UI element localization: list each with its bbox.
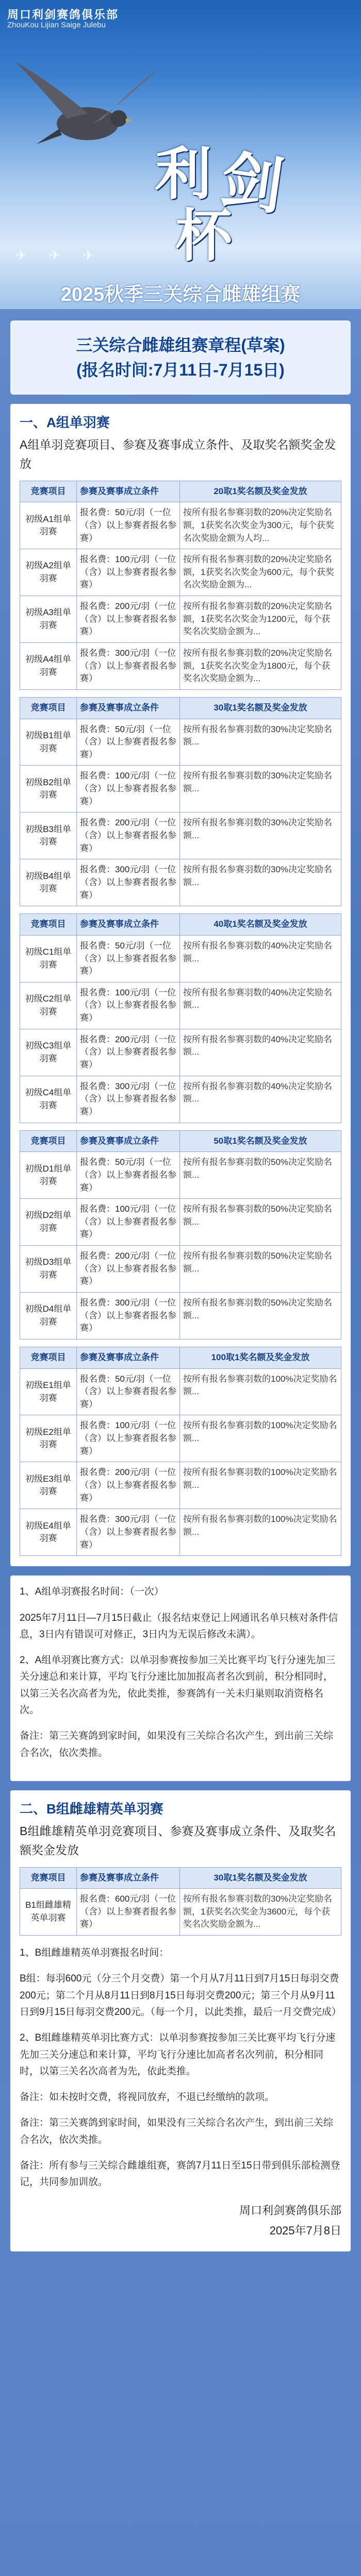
calligraphy-char-1: 利 xyxy=(155,141,211,207)
signature-date: 2025年7月8日 xyxy=(269,2224,341,2238)
signature xyxy=(20,2200,341,2241)
section-a-heading: 一、A组单羽赛 xyxy=(20,415,110,430)
table-cell-name: 初级A1组单羽赛 xyxy=(20,502,77,549)
table-cell-award: 按所有报名参赛羽数的100%决定奖励名额... xyxy=(183,1420,337,1444)
table-header-cell: 竞赛项目 xyxy=(20,698,77,719)
table-cell-name: 初级D3组单羽赛 xyxy=(20,1246,77,1292)
table-header-cell: 参赛及赛事成立条件 xyxy=(77,698,180,719)
table-header-row xyxy=(20,1131,341,1153)
section-a-card xyxy=(10,404,351,1566)
table-header-cell: 参赛及赛事成立条件 xyxy=(77,1347,180,1368)
calligraphy-char-3: 杯 xyxy=(175,202,232,269)
table-row xyxy=(20,1509,341,1555)
rules-table xyxy=(20,1347,341,1556)
table-cell-award: 按所有报名参赛羽数的50%决定奖励名额... xyxy=(183,1251,333,1274)
table-cell-name: 初级B3组单羽赛 xyxy=(20,812,77,859)
rules-table xyxy=(20,1130,341,1340)
section-b-heading: 二、B组雌雄精英单羽赛 xyxy=(20,1801,163,1817)
section-a-notes xyxy=(20,1584,341,1761)
table-cell-award: 按所有报名参赛羽数的30%决定奖励名额... xyxy=(183,724,333,747)
table-row xyxy=(20,549,341,596)
table-header-row xyxy=(20,914,341,936)
main-title-line1: 三关综合雌雄组赛章程(草案) xyxy=(76,336,285,354)
section-a-desc: A组单羽竞赛项目、参赛及赛事成立条件、及取奖名额奖金发放 xyxy=(20,438,336,470)
table-cell-cond: 报名费：50元/羽（一位（含）以上参赛者报名参赛） xyxy=(77,502,180,549)
table-cell-award: 按所有报名参赛羽数的30%决定奖励名额... xyxy=(183,771,333,794)
table-cell-cond: 报名费：300元/羽（一位（含）以上参赛者报名参赛） xyxy=(77,643,180,689)
main-title-line2: (报名时间:7月11日-7月15日) xyxy=(76,361,285,379)
table-cell-cond: 报名费：100元/羽（一位（含）以上参赛者报名参赛） xyxy=(77,549,180,596)
event-title: 2025秋季三关综合雌雄组赛 xyxy=(60,284,301,306)
section-b-desc: B组雌雄精英单羽竞赛项目、参赛及赛事成立条件、及取奖名额奖金发放 xyxy=(20,1824,336,1857)
table-cell-award: 按所有报名参赛羽数的50%决定奖励名额... xyxy=(183,1204,333,1227)
table-header-row xyxy=(20,698,341,719)
table-cell-cond: 报名费：100元/羽（一位（含）以上参赛者报名参赛） xyxy=(77,1199,180,1245)
table-cell-award: 按所有报名参赛羽数的20%决定奖励名额，1获奖名次奖金为1200元，每个获奖名次奖励金额为... xyxy=(183,601,333,637)
table-cell-cond: 报名费：50元/羽（一位（含）以上参赛者报名参赛） xyxy=(77,1152,180,1198)
table-cell-cond: 报名费：300元/羽（一位（含）以上参赛者报名参赛） xyxy=(77,1293,180,1339)
table-cell-name: 初级A3组单羽赛 xyxy=(20,596,77,642)
table-header-cell: 30取1奖名额及奖金发放 xyxy=(180,698,341,719)
table-cell-name: 初级E4组单羽赛 xyxy=(20,1509,77,1555)
table-cell-award: 按所有报名参赛羽数的30%决定奖励名额... xyxy=(183,865,333,887)
table-cell-name: 初级C4组单羽赛 xyxy=(20,1076,77,1123)
rules-table xyxy=(20,913,341,1123)
table-row xyxy=(20,1199,341,1246)
table-header-cell: 竞赛项目 xyxy=(20,914,77,935)
table-cell-name: 初级B1组单羽赛 xyxy=(20,719,77,766)
note-paragraph: B组：每羽600元（分三个月交费）第一个月从7月11日到7月15日每羽交费200元；第二个月从8月11日到8月15日每羽交费200元；第三个月从9月11日到9月15日每羽交费200元。（每一个月，以此类推，最后一月交费完成） xyxy=(20,1973,341,2018)
table-cell-name: 初级C1组单羽赛 xyxy=(20,936,77,982)
note-paragraph: 备注：如未按时交费，将视同放弃，不退已经缴纳的款项。 xyxy=(20,2092,275,2103)
calligraphy-char-2: 剑 xyxy=(216,143,288,224)
table-cell-name: B1组雌雄精英单羽赛 xyxy=(20,1889,77,1935)
table-cell-name: 初级E1组单羽赛 xyxy=(20,1369,77,1415)
table-cell-award: 按所有报名参赛羽数的100%决定奖励名额... xyxy=(183,1374,337,1397)
main-title xyxy=(10,320,351,395)
section-b-table xyxy=(20,1867,341,1936)
table-header-cell: 竞赛项目 xyxy=(20,1347,77,1368)
table-row xyxy=(20,643,341,689)
table-header-cell: 40取1奖名额及奖金发放 xyxy=(180,914,341,935)
table-row xyxy=(20,766,341,812)
table-header-cell: 20取1奖名额及奖金发放 xyxy=(180,481,341,502)
flying-birds-icon: ✈ ✈ ✈ xyxy=(15,247,103,263)
note-paragraph: 2025年7月11日—7月15日截止（报名结束登记上网通讯名单只核对条件信息，3日内有错误可对修正，3日内为无误后修改未满）。 xyxy=(20,1612,338,1640)
table-header-cell: 参赛及赛事成立条件 xyxy=(77,1131,180,1152)
signature-org: 周口利剑赛鸽俱乐部 xyxy=(239,2204,341,2217)
table-cell-award: 按所有报名参赛羽数的20%决定奖励名额，1获奖名次奖金为1800元，每个获奖名次奖励金额为... xyxy=(183,648,333,684)
table-cell-award: 按所有报名参赛羽数的30%决定奖励名额，1获奖名次奖金为3600元，每个获奖名次奖励金额为... xyxy=(183,1894,333,1929)
table-row xyxy=(20,596,341,643)
table-cell-cond: 报名费：300元/羽（一位（含）以上参赛者报名参赛） xyxy=(77,1076,180,1123)
table-row xyxy=(20,719,341,766)
pigeon-icon xyxy=(10,46,165,180)
table-header-cell: 竞赛项目 xyxy=(20,1131,77,1152)
table-header-row xyxy=(20,1347,341,1369)
note-paragraph: 2、B组雌雄精英单羽比赛方式：以单羽参赛按参加三关比赛平均飞行分速先加三关分速总和来计算，平均飞行分速比加高者名次列前，积分相同时，以第三关名次高者为先，依此类推。 xyxy=(20,2032,336,2077)
note-paragraph: 备注：所有参与三关综合雌雄组赛，赛鸽7月11日至15日带到俱乐部检测登记，共同参加训放。 xyxy=(20,2160,340,2188)
table-cell-award: 按所有报名参赛羽数的40%决定奖励名额... xyxy=(183,940,333,963)
note-paragraph: 1、B组雌雄精英单羽赛报名时间： xyxy=(20,1947,169,1959)
section-a-tables xyxy=(20,481,341,1556)
section-b-notes xyxy=(20,1945,341,2191)
table-row xyxy=(20,502,341,549)
table-cell-cond: 报名费：50元/羽（一位（含）以上参赛者报名参赛） xyxy=(77,719,180,766)
table-cell-name: 初级B2组单羽赛 xyxy=(20,766,77,812)
note-paragraph: 2、A组单羽赛比赛方式：以单羽参赛按参加三关比赛平均飞行分速先加三关分速总和来计算，平均飞行分速比加加报高者名次到前，积分相同时，以第三关名次高者为先，依此类推，参赛鸽有一关未归巢则取消资格名次。 xyxy=(20,1655,336,1716)
table-header-cell: 50取1奖名额及奖金发放 xyxy=(180,1131,341,1152)
table-cell-cond: 报名费：200元/羽（一位（含）以上参赛者报名参赛） xyxy=(77,812,180,859)
table-row xyxy=(20,1369,341,1416)
rules-table xyxy=(20,697,341,906)
table-header-cell: 参赛及赛事成立条件 xyxy=(77,1868,180,1889)
table-cell-name: 初级D2组单羽赛 xyxy=(20,1199,77,1245)
table-header-cell: 竞赛项目 xyxy=(20,481,77,502)
table-cell-award: 按所有报名参赛羽数的100%决定奖励名额... xyxy=(183,1514,337,1537)
table-cell-cond: 报名费：50元/羽（一位（含）以上参赛者报名参赛） xyxy=(77,936,180,982)
table-row xyxy=(20,1152,341,1199)
table-cell-cond: 报名费：100元/羽（一位（含）以上参赛者报名参赛） xyxy=(77,1415,180,1462)
table-cell-name: 初级D1组单羽赛 xyxy=(20,1152,77,1198)
table-cell-cond: 报名费：100元/羽（一位（含）以上参赛者报名参赛） xyxy=(77,766,180,812)
table-cell-cond: 报名费：200元/羽（一位（含）以上参赛者报名参赛） xyxy=(77,1462,180,1509)
table-cell-name: 初级C3组单羽赛 xyxy=(20,1029,77,1076)
table-row xyxy=(20,1415,341,1462)
table-header-cell: 参赛及赛事成立条件 xyxy=(77,914,180,935)
table-row xyxy=(20,1076,341,1123)
table-row xyxy=(20,812,341,859)
table-cell-name: 初级A2组单羽赛 xyxy=(20,549,77,596)
table-cell-name: 初级C2组单羽赛 xyxy=(20,982,77,1029)
club-name: 周口利剑赛鸽俱乐部 xyxy=(7,8,119,21)
note-paragraph: 备注：第三关赛鸽到家时间，如果没有三关综合名次产生，到出前三关综合名次，依次类推。 xyxy=(20,1731,334,1758)
table-cell-name: 初级D4组单羽赛 xyxy=(20,1293,77,1339)
table-cell-award: 按所有报名参赛羽数的100%决定奖励名额... xyxy=(183,1467,337,1490)
table-cell-award: 按所有报名参赛羽数的40%决定奖励名额... xyxy=(183,1081,333,1104)
table-header-row xyxy=(20,481,341,503)
table-cell-award: 按所有报名参赛羽数的20%决定奖励名额，1获奖名次奖金为300元，每个获奖名次奖励金额为人均... xyxy=(183,507,334,543)
table-cell-name: 初级E3组单羽赛 xyxy=(20,1462,77,1509)
note-paragraph: 1、A组单羽赛报名时间：（一次） xyxy=(20,1586,164,1598)
table-row xyxy=(20,982,341,1029)
banner xyxy=(0,0,361,309)
table-cell-cond: 报名费：300元/羽（一位（含）以上参赛者报名参赛） xyxy=(77,1509,180,1555)
table-cell-name: 初级E2组单羽赛 xyxy=(20,1415,77,1462)
rules-table xyxy=(20,1867,341,1936)
note-paragraph: 备注：第三关赛鸽到家时间，如果没有三关综合名次产生，到出前三关综合名次，依次类推。 xyxy=(20,2117,334,2145)
table-cell-cond: 报名费：200元/羽（一位（含）以上参赛者报名参赛） xyxy=(77,1246,180,1292)
rules-table xyxy=(20,481,341,690)
table-cell-cond: 报名费：200元/羽（一位（含）以上参赛者报名参赛） xyxy=(77,1029,180,1076)
table-cell-award: 按所有报名参赛羽数的30%决定奖励名额... xyxy=(183,818,333,841)
table-cell-cond: 报名费：300元/羽（一位（含）以上参赛者报名参赛） xyxy=(77,859,180,906)
table-cell-award: 按所有报名参赛羽数的50%决定奖励名额... xyxy=(183,1157,333,1180)
table-cell-award: 按所有报名参赛羽数的50%决定奖励名额... xyxy=(183,1297,333,1320)
table-cell-award: 按所有报名参赛羽数的40%决定奖励名额... xyxy=(183,987,333,1010)
table-header-cell: 竞赛项目 xyxy=(20,1868,77,1889)
table-row xyxy=(20,1293,341,1339)
section-a-notes-card xyxy=(10,1575,351,1781)
table-row xyxy=(20,1889,341,1935)
section-b-card xyxy=(10,1790,351,2251)
table-cell-cond: 报名费：600元/羽（一位（含）以上参赛者报名参赛） xyxy=(77,1889,180,1935)
table-header-row xyxy=(20,1868,341,1889)
table-header-cell: 100取1奖名额及奖金发放 xyxy=(180,1347,341,1368)
table-row xyxy=(20,1246,341,1293)
table-header-cell: 参赛及赛事成立条件 xyxy=(77,481,180,502)
table-cell-award: 按所有报名参赛羽数的40%决定奖励名额... xyxy=(183,1034,333,1057)
table-cell-award: 按所有报名参赛羽数的20%决定奖励名额，1获奖名次奖金为600元，每个获奖名次奖励金额为... xyxy=(183,554,334,590)
table-row xyxy=(20,1462,341,1509)
table-cell-cond: 报名费：50元/羽（一位（含）以上参赛者报名参赛） xyxy=(77,1369,180,1415)
table-row xyxy=(20,859,341,906)
table-row xyxy=(20,1029,341,1076)
table-cell-cond: 报名费：200元/羽（一位（含）以上参赛者报名参赛） xyxy=(77,596,180,642)
club-name-en: ZhouKou Lijian Saige Julebu xyxy=(7,21,106,29)
table-header-cell: 30取1奖名额及奖金发放 xyxy=(180,1868,341,1889)
table-cell-name: 初级B4组单羽赛 xyxy=(20,859,77,906)
table-cell-cond: 报名费：100元/羽（一位（含）以上参赛者报名参赛） xyxy=(77,982,180,1029)
table-row xyxy=(20,936,341,982)
table-cell-name: 初级A4组单羽赛 xyxy=(20,643,77,689)
